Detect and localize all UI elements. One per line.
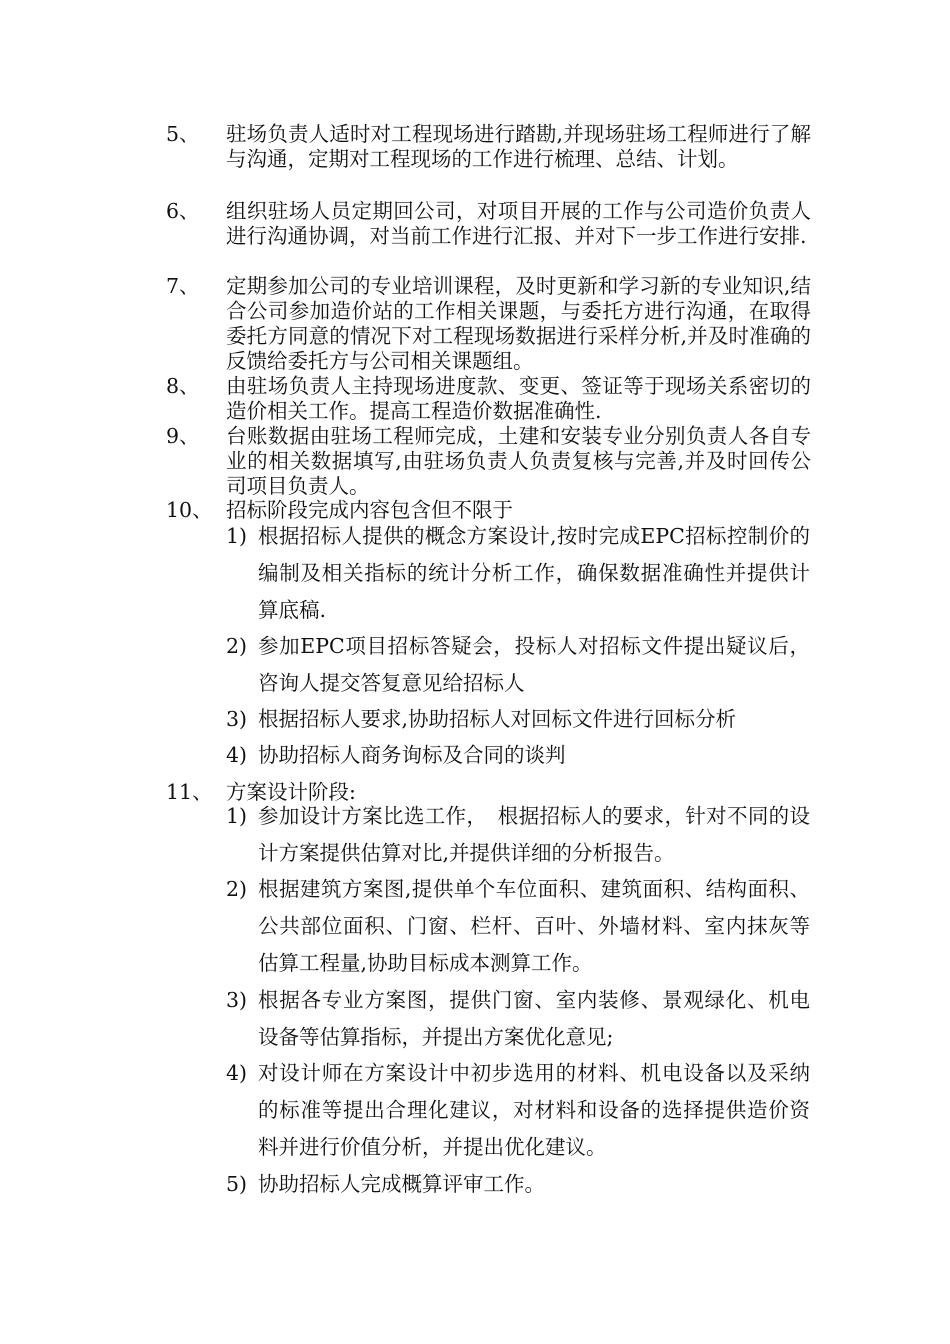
sub-item-10-2	[226, 628, 816, 702]
sub-item-11-1	[226, 798, 816, 872]
item-number: 6、	[166, 199, 200, 223]
sub-item-11-4	[226, 1055, 816, 1166]
item-text: 台账数据由驻场工程师完成，土建和安装专业分别负责人各自专业的相关数据填写,由驻场负责人负责复核与完善,并及时回传公司项目负责人。	[226, 424, 811, 498]
sub-item-11-5	[226, 1166, 816, 1203]
sub-item-text: 根据招标人要求,协助招标人对回标文件进行回标分析	[258, 707, 737, 731]
sub-item-number: 2)	[226, 877, 248, 901]
sub-item-10-1	[226, 518, 816, 629]
sub-item-number: 1)	[226, 524, 248, 548]
item-text: 招标阶段完成内容包含但不限于	[226, 498, 513, 522]
item-text: 驻场负责人适时对工程现场进行踏勘,并现场驻场工程师进行了解与沟通，定期对工程现场的工作进行梳理、总结、计划。	[226, 122, 811, 171]
sub-item-number: 3)	[226, 707, 248, 731]
item-number: 5、	[166, 122, 200, 146]
item-text: 由驻场负责人主持现场进度款、变更、签证等于现场关系密切的造价相关工作。提高工程造价数据准确性.	[226, 374, 811, 423]
sub-item-text: 协助招标人完成概算评审工作。	[258, 1172, 545, 1196]
item-text: 方案设计阶段:	[226, 780, 356, 804]
sub-item-text: 协助招标人商务询标及合同的谈判	[258, 743, 566, 767]
sub-item-text: 对设计师在方案设计中初步选用的材料、机电设备以及采纳的标准等提出合理化建议，对材料和设备的选择提供造价资料并进行价值分析，并提出优化建议。	[258, 1061, 810, 1159]
list-item-7	[166, 274, 816, 374]
sub-item-10-4	[226, 737, 816, 774]
list-item-9	[166, 424, 816, 499]
sub-item-text: 根据各专业方案图，提供门窗、室内装修、景观绿化、机电设备等估算指标，并提出方案优化意见;	[258, 988, 810, 1049]
sub-item-text: 根据建筑方案图,提供单个车位面积、建筑面积、结构面积、公共部位面积、门窗、栏杆、百叶、外墙材料、室内抹灰等估算工程量,协助目标成本测算工作。	[258, 877, 810, 975]
item-number: 9、	[166, 424, 200, 448]
sub-item-11-2	[226, 871, 816, 982]
sub-item-text: 参加EPC项目招标答疑会，投标人对招标文件提出疑议后，咨询人提交答复意见给招标人	[258, 634, 810, 695]
item-number: 7、	[166, 274, 200, 298]
sub-item-text: 根据招标人提供的概念方案设计,按时完成EPC招标控制价的编制及相关指标的统计分析工作，确保数据准确性并提供计算底稿.	[258, 524, 810, 622]
sub-item-number: 1)	[226, 804, 248, 828]
sub-item-10-3	[226, 701, 816, 738]
item-text: 组织驻场人员定期回公司，对项目开展的工作与公司造价负责人进行沟通协调，对当前工作进行汇报、并对下一步工作进行安排.	[226, 199, 811, 248]
list-item-6	[166, 199, 816, 249]
item-text: 定期参加公司的专业培训课程，及时更新和学习新的专业知识,结合公司参加造价站的工作相关课题，与委托方进行沟通，在取得委托方同意的情况下对工程现场数据进行采样分析,并及时准确的反馈给委托方与公司相关课题组。	[226, 274, 811, 373]
item-number: 10、	[166, 498, 213, 522]
sub-item-11-3	[226, 982, 816, 1056]
sub-item-text: 参加设计方案比选工作， 根据招标人的要求，针对不同的设计方案提供估算对比,并提供详细的分析报告。	[258, 804, 810, 865]
item-number: 11、	[166, 780, 213, 804]
sub-item-number: 2)	[226, 634, 248, 658]
list-item-5	[166, 122, 816, 172]
sub-item-number: 5)	[226, 1172, 248, 1196]
item-number: 8、	[166, 374, 200, 398]
sub-item-number: 4)	[226, 1061, 248, 1085]
sub-item-number: 3)	[226, 988, 248, 1012]
list-item-8	[166, 374, 816, 424]
sub-item-number: 4)	[226, 743, 248, 767]
